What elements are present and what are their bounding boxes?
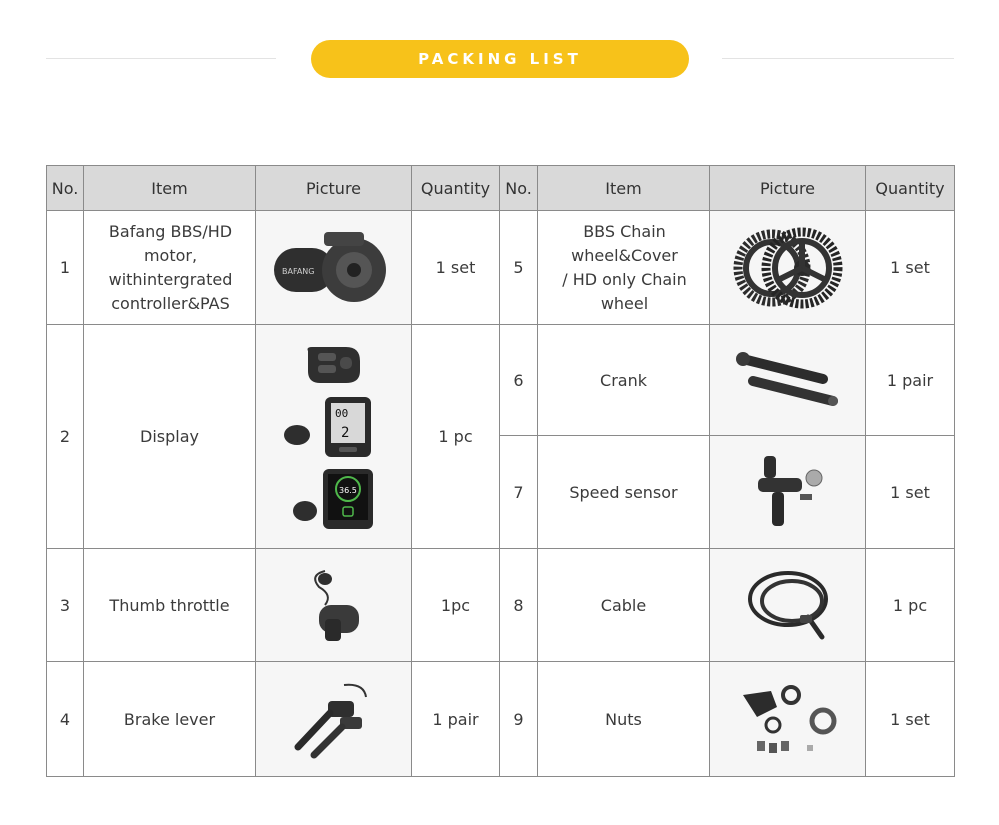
row-no: 6: [500, 325, 538, 436]
chain-wheel-icon: [732, 220, 844, 316]
remote-keypad-icon: [302, 343, 366, 387]
row-picture: [710, 436, 866, 549]
mono-speed-readout: 00: [334, 406, 348, 420]
packing-list-table: [46, 165, 955, 777]
item-line: / HD only Chain wheel: [562, 269, 687, 313]
row-item: Speed sensor: [538, 436, 710, 549]
table-row: [47, 662, 955, 777]
item-line: Bafang BBS/HD motor,: [108, 221, 233, 265]
row-quantity: 1 pair: [866, 325, 955, 436]
row-picture: [256, 325, 412, 549]
header-picture: Picture: [256, 166, 412, 211]
item-line: controller&PAS: [111, 293, 230, 313]
row-item: Brake lever: [84, 662, 256, 777]
row-no: 7: [500, 436, 538, 549]
svg-text:BAFANG: BAFANG: [281, 266, 314, 276]
row-picture: [710, 549, 866, 662]
row-quantity: 1 set: [866, 662, 955, 777]
row-quantity: 1 pc: [866, 549, 955, 662]
display-icon: [256, 343, 411, 531]
row-picture: [256, 549, 412, 662]
row-quantity: 1 set: [866, 436, 955, 549]
row-item: Thumb throttle: [84, 549, 256, 662]
cable-icon: [738, 563, 838, 647]
row-picture: [710, 662, 866, 777]
row-no: 9: [500, 662, 538, 777]
header-item: Item: [538, 166, 710, 211]
table-header-row: [47, 166, 955, 211]
mid-drive-motor-icon: [266, 222, 402, 314]
item-line: withintergrated: [108, 269, 233, 289]
header-no: No.: [500, 166, 538, 211]
row-no: 2: [47, 325, 84, 549]
row-no: 3: [47, 549, 84, 662]
header-item: Item: [84, 166, 256, 211]
row-no: 8: [500, 549, 538, 662]
row-no: 1: [47, 211, 84, 325]
packing-list-banner: [311, 40, 689, 78]
row-picture: [710, 211, 866, 325]
color-display-icon: [279, 467, 389, 531]
row-quantity: 1 pc: [412, 325, 500, 549]
row-no: 4: [47, 662, 84, 777]
row-quantity: 1 pair: [412, 662, 500, 777]
row-picture: [256, 662, 412, 777]
row-item: Crank: [538, 325, 710, 436]
row-item: [84, 211, 256, 325]
header-quantity: Quantity: [412, 166, 500, 211]
table-row: [47, 325, 955, 436]
item-line: BBS Chain wheel&Cover: [571, 221, 678, 265]
row-item: Nuts: [538, 662, 710, 777]
header-picture: Picture: [710, 166, 866, 211]
banner-title: PACKING LIST: [418, 50, 582, 68]
row-item: Display: [84, 325, 256, 549]
header-quantity: Quantity: [866, 166, 955, 211]
row-item: Cable: [538, 549, 710, 662]
row-quantity: 1pc: [412, 549, 500, 662]
table-row: [47, 211, 955, 325]
nuts-icon: [733, 677, 843, 761]
divider-left: [46, 58, 276, 59]
speed-sensor-icon: [738, 450, 838, 534]
header-no: No.: [47, 166, 84, 211]
crank-icon: [733, 345, 843, 415]
divider-right: [722, 58, 954, 59]
mono-level-readout: 2: [340, 424, 349, 441]
thumb-throttle-icon: [289, 565, 379, 645]
row-item: [538, 211, 710, 325]
row-quantity: 1 set: [866, 211, 955, 325]
table-row: [47, 549, 955, 662]
row-quantity: 1 set: [412, 211, 500, 325]
row-picture: [710, 325, 866, 436]
brake-lever-icon: [284, 677, 384, 761]
row-no: 5: [500, 211, 538, 325]
monochrome-display-icon: [279, 395, 389, 459]
color-speed-readout: 36.5: [338, 485, 357, 495]
row-picture: [256, 211, 412, 325]
